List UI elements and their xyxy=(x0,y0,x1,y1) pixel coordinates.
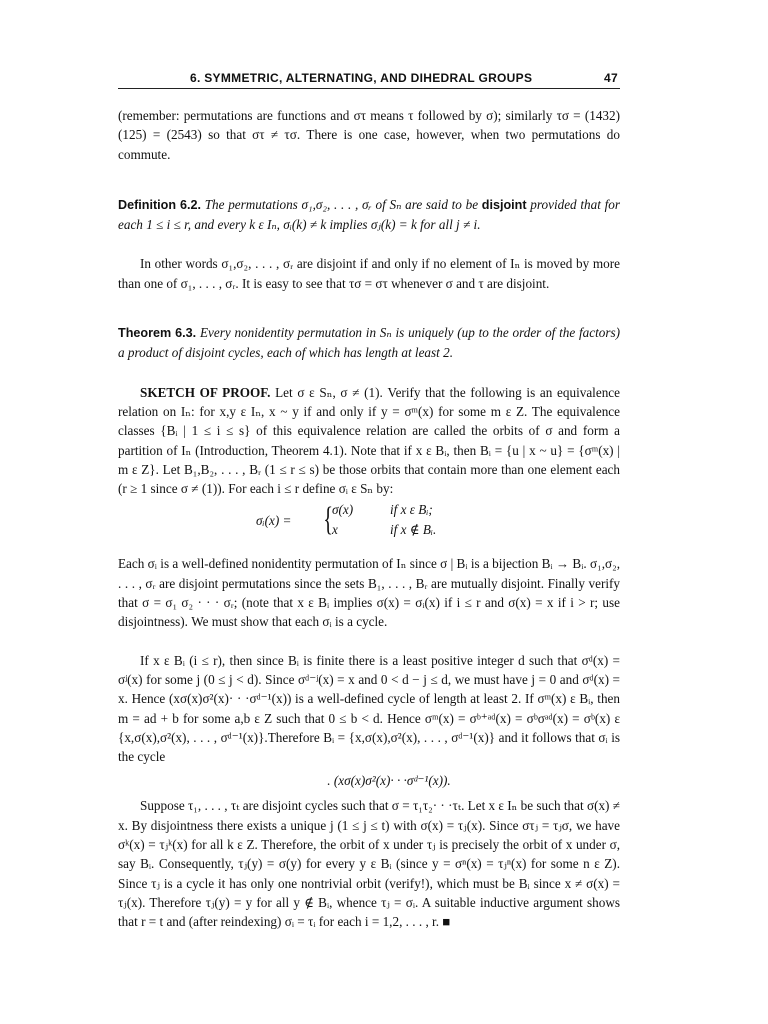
display-equation-cases xyxy=(118,498,620,548)
proof-text-4: Suppose τ₁, . . . , τₜ are disjoint cycles such that σ = τ₁τ₂· · ·τₜ. Let x ε Iₙ be such that σ(x) ≠ x. By disjointness there exists a unique j (1 ≤ j ≤ t) with σ(x) = τⱼ(x). Since στⱼ = τⱼσ, we have σᵏ(x) = τⱼᵏ(x) for all k ε Z. Therefore, the orbit of x under τⱼ is precisely the orbit of x under σ, say Bᵢ. Consequently, τⱼ(y) = σ(y) for every y ε Bᵢ (since y = σⁿ(x) = τⱼⁿ(x) for some n ε Z). Since τⱼ is a cycle it has only one nontrivial orbit (verify!), which must be Bᵢ since x ≠ σ(x) = τⱼ(x). Therefore τⱼ(y) = y for all y ∉ Bᵢ, whence τⱼ = σᵢ. A suitable inductive argument shows that r = t and (after reindexing) σᵢ = τᵢ for each i = 1,2, . . . , r. xyxy=(118,798,620,930)
definition-text: The permutations σ₁,σ₂, . . . , σᵣ of Sₙ are said to be xyxy=(204,196,479,212)
display-equation-cycle: . (xσ(x)σ²(x)· · ·σᵈ⁻¹(x)). xyxy=(327,773,451,789)
definition-block xyxy=(118,195,620,235)
paragraph-disjoint: In other words σ₁,σ₂, . . . , σᵣ are disjoint if and only if no element of Iₙ is moved by more than one of σ₁, . . . , σᵣ. It is easy to see that τσ = στ whenever σ and τ are disjoint. xyxy=(118,256,620,291)
proof-paragraph-4 xyxy=(118,796,620,931)
left-brace: { xyxy=(323,501,334,539)
definition-label: Definition 6.2. xyxy=(118,197,201,212)
book-page xyxy=(118,66,620,932)
definition-text-cont: provided that for each 1 ≤ i ≤ r, and every k ε Iₙ, σᵢ(k) ≠ k implies σⱼ(k) = k for all j ≠ i. xyxy=(118,196,620,233)
qed-icon: ■ xyxy=(442,914,451,930)
equation-case-1 xyxy=(332,502,433,518)
theorem-label: Theorem 6.3. xyxy=(118,326,197,341)
running-header xyxy=(118,66,620,89)
chapter-title: 6. SYMMETRIC, ALTERNATING, AND DIHEDRAL GROUPS xyxy=(190,71,533,85)
case-2-value: x xyxy=(332,522,338,538)
proof-paragraph-3: If x ε Bᵢ (i ≤ r), then since Bᵢ is finite there is a least positive integer d such that σᵈ(x) = σʲ(x) for some j (0 ≤ j < d). Since σᵈ⁻ʲ(x) = x and 0 < d − j ≤ d, we must have j = 0 and σᵈ(x) = x. Hence (xσ(x)σ²(x)· · ·σᵈ⁻¹(x)) is a well-defined cycle of length at least 2. If σᵐ(x) ε Bᵢ, then m = ad + b for some a,b ε Z such that 0 ≤ b < d. Hence σᵐ(x) = σᵇ⁺ᵃᵈ(x) = σᵇσᵃᵈ(x) = σᵇ(x) ε {x,σ(x),σ²(x), . . . , σᵈ⁻¹(x)}.Therefore Bᵢ = {x,σ(x),σ²(x), . . . , σᵈ⁻¹(x)} and it follows that σᵢ is the cycle xyxy=(118,652,620,765)
theorem-text: Every nonidentity permutation in Sₙ is uniquely (up to the order of the factors) a product of disjoint cycles, each of which has length at least 2. xyxy=(118,325,620,361)
equation-lhs: σᵢ(x) = xyxy=(256,513,292,529)
paragraph-intro: (remember: permutations are functions and στ means τ followed by σ); similarly τσ = (1432)(125) = (2543) so that στ ≠ τσ. There is one case, however, when two permutations do commute. xyxy=(118,108,620,162)
proof-text-1: Let σ ε Sₙ, σ ≠ (1). Verify that the following is an equivalence relation on Iₙ: for x,y ε Iₙ, x ~ y if and only if y = σᵐ(x) for some m ε Z. The equivalence classes {Bᵢ | 1 ≤ i ≤ s} of this equivalence relation are called the orbits of σ and form a partition of Iₙ (Introduction, Theorem 4.1). Note that if x ε Bᵢ, then Bᵢ = {u | x ~ u} = {σᵐ(x) | m ε Z}. Let B₁,B₂, . . . , Bᵣ (1 ≤ r ≤ s) be those orbits that contain more than one element each (r ≥ 1 since σ ≠ (1)). For each i ≤ r define σᵢ ε Sₙ by: xyxy=(118,384,620,497)
page-number: 47 xyxy=(604,71,618,85)
proof-paragraph-2: Each σᵢ is a well-defined nonidentity permutation of Iₙ since σ | Bᵢ is a bijection Bᵢ → Bᵢ. σ₁,σ₂, . . . , σᵣ are disjoint permutations since the sets B₁, . . . , Bᵣ are mutually disjoint. Finally verify that σ = σ₁ σ₂ · · · σᵣ; (note that x ε Bᵢ implies σ(x) = σᵢ(x) if i ≤ r and σ(x) = x if i > r; use disjointness). We must show that each σᵢ is a cycle. xyxy=(118,556,620,630)
theorem-block xyxy=(118,323,620,363)
case-1-value: σ(x) xyxy=(332,502,354,518)
proof-paragraph-1 xyxy=(118,383,620,499)
proof-label: SKETCH OF PROOF. xyxy=(140,384,271,400)
case-1-condition: if x ε Bᵢ; xyxy=(390,502,433,518)
case-2-condition: if x ∉ Bᵢ. xyxy=(390,522,437,538)
equation-case-2 xyxy=(332,522,436,538)
definition-keyword: disjoint xyxy=(481,197,527,212)
